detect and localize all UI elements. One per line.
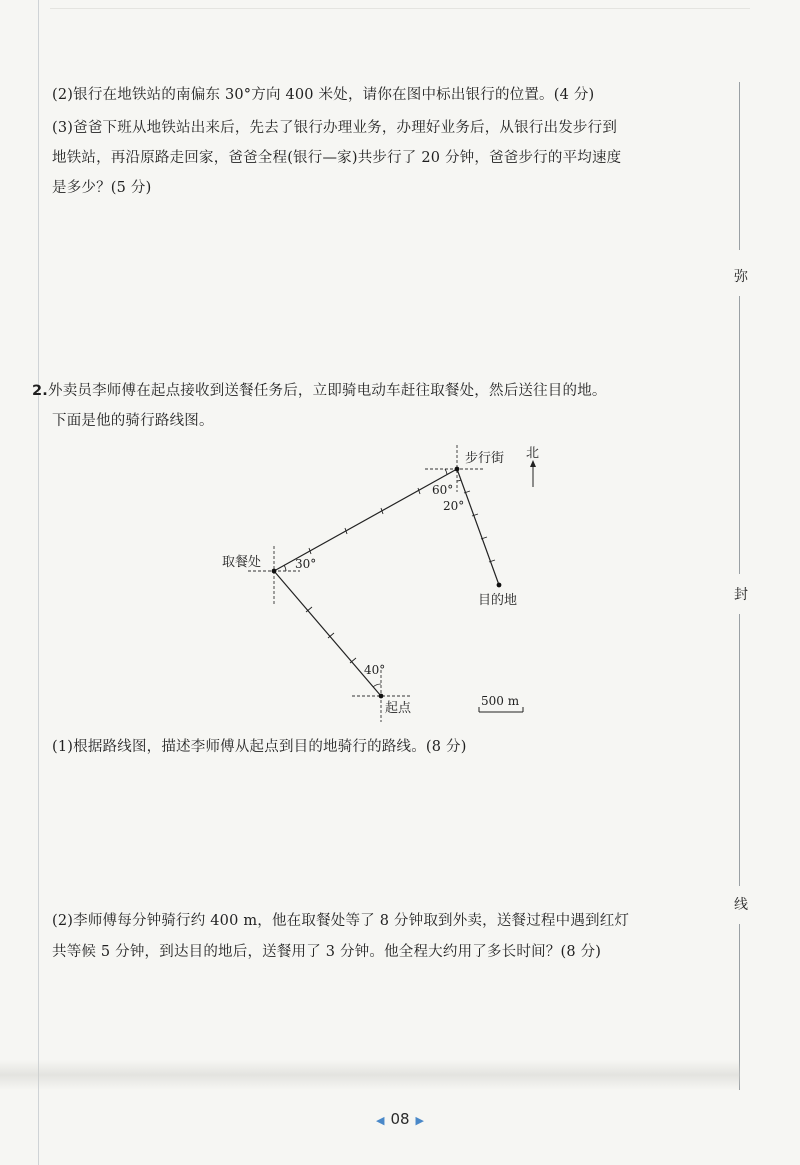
destination-label: 目的地	[478, 593, 518, 608]
q2-part1-text: (1)根据路线图，描述李师傅从起点到目的地骑行的路线。(8 分)	[52, 739, 467, 755]
north-label: 北	[526, 446, 540, 461]
route-pickup-to-street	[274, 469, 457, 571]
route-diagram	[200, 440, 560, 730]
q2-part2-line2: 共等候 5 分钟，到达目的地后，送餐用了 3 分钟。他全程大约用了多长时间？(8 分)	[52, 944, 602, 960]
left-margin-rule	[38, 0, 39, 1165]
q2-part2-line1: (2)李师傅每分钟骑行约 400 m，他在取餐处等了 8 分钟取到外卖，送餐过程中遇到红灯	[52, 913, 630, 929]
q1-part2-text: (2)银行在地铁站的南偏东 30°方向 400 米处，请你在图中标出银行的位置。(4 分)	[52, 87, 595, 103]
q1-part3-line3: 是多少？(5 分)	[52, 180, 152, 196]
start-point	[379, 694, 384, 699]
route-lines	[274, 469, 499, 696]
prev-page-arrow-icon: ◀	[375, 1114, 385, 1127]
pickup-point	[272, 569, 277, 574]
q2-intro-text: 外卖员李师傅在起点接收到送餐任务后，立即骑电动车赶往取餐处，然后送往目的地。	[48, 383, 607, 399]
route-start-to-pickup	[274, 571, 381, 696]
angle-40-label: 40°	[364, 663, 386, 677]
scan-smudge	[0, 1060, 740, 1090]
binding-char-mi: 弥	[734, 269, 748, 285]
angle-20-label: 20°	[443, 499, 465, 513]
angle-30-label: 30°	[295, 557, 317, 571]
binding-line-segment	[739, 614, 740, 886]
binding-char-feng: 封	[734, 587, 748, 603]
scale-label: 500 m	[481, 694, 520, 708]
angle-arcs	[284, 469, 461, 687]
pedestrian-street-label: 步行街	[465, 451, 505, 466]
q2-intro-line1	[32, 380, 607, 402]
q1-part3-line1: (3)爸爸下班从地铁站出来后，先去了银行办理业务，办理好业务后，从银行出发步行到	[52, 120, 618, 136]
start-label: 起点	[385, 701, 412, 716]
binding-line-segment	[739, 82, 740, 250]
binding-char-xian: 线	[734, 897, 748, 913]
unit-ticks	[306, 488, 495, 663]
pedestrian-street-point	[455, 467, 460, 472]
top-rule	[50, 8, 750, 9]
question-number: 2.	[32, 383, 48, 399]
binding-line-segment	[739, 296, 740, 574]
page-number-text: 08	[390, 1110, 410, 1128]
route-street-to-destination	[457, 469, 499, 585]
angle-60-label: 60°	[432, 483, 454, 497]
q1-part3-line2: 地铁站，再沿原路走回家，爸爸全程(银行—家)共步行了 20 分钟，爸爸步行的平均速度	[52, 150, 622, 166]
next-page-arrow-icon: ▶	[415, 1114, 425, 1127]
pickup-label: 取餐处	[222, 555, 262, 570]
page-number	[0, 1110, 800, 1128]
north-arrow-icon	[530, 460, 536, 487]
route-points	[272, 467, 502, 699]
q2-intro-line2: 下面是他的骑行路线图。	[52, 413, 214, 429]
destination-point	[497, 583, 502, 588]
